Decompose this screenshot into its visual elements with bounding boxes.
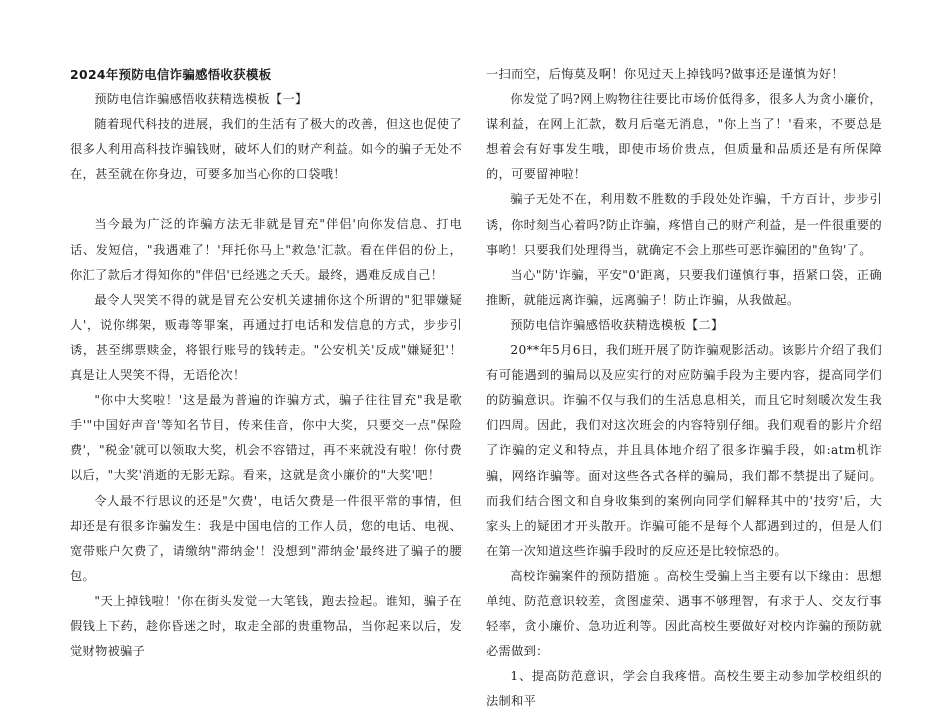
left-column [70,62,462,664]
blank-line [70,187,462,212]
paragraph: 20**年5月6日，我们班开展了防诈骗观影活动。该影片介绍了我们有可能遇到的骗局以及应实行的对应防骗手段为主要内容，提高同学们的防骗意识。诈骗不仅与我们的生活息息相关，而且它时刻暖次发生我们四周。因此，我们对这次班会的内容特别仔细。我们观看的影片介绍了诈骗的定义和特点，并且具体地介绍了很多诈骗手段，如:atm机诈骗，网络诈骗等。面对这些各式各样的骗局，我们都不禁提出了疑问。而我们结合图文和自身收集到的案例向同学们解释其中的'技穷'后，大家头上的疑团才开头散开。诈骗可能不是每个人都遇到过的，但是人们在第一次知道这些诈骗手段时的反应还是比较惊恐的。 [486,343,882,558]
section-heading-1: 预防电信诈骗感悟收获精选模板【一】 [94,92,308,107]
section-heading-2: 预防电信诈骗感悟收获精选模板【二】 [510,317,724,332]
paragraph: 当今最为广泛的诈骗方法无非就是冒充"伴侣'向你发信息、打电话、发短信，"我遇难了！'拜托你马上"救急'汇款。看在伴侣的份上，你汇了款后才得知你的"伴侣'已经逃之夭夭。最终，遇难反成自己！ [70,217,462,282]
paragraph: 高校诈骗案件的预防措施 。高校生受骗上当主要有以下缘由：思想单纯、防范意识较差，贪图虚荣、遇事不够理智，有求于人、交友行事轻率，贪小廉价、急功近利等。因此高校生要做好对校内诈骗的预防就必需做到： [486,568,882,659]
paragraph: 你发觉了吗?网上购物往往要比市场价低得多，很多人为贪小廉价，谋利益，在网上汇款，数月后毫无消息，"你上当了！'看来，不要总是想着会有好事发生哦，即使市场价贵点，但质量和品质还是有所保障的，可要留神啦！ [486,92,882,182]
paragraph: 随着现代科技的进展，我们的生活有了极大的改善，但这也促使了很多人利用高科技诈骗钱财，破坏人们的财产利益。如今的骗子无处不在，甚至就在你身边，可要多加当心你的口袋哦！ [70,117,462,182]
paragraph: 最令人哭笑不得的就是冒充公安机关逮捕你这个所谓的"犯罪嫌疑人'，说你绑架，贩毒等罪案，再通过打电话和发信息的方式，步步引诱，甚至绑票赎金，将银行账号的钱转走。"公安机关'反成"嫌疑犯'！真是让人哭笑不得，无语伦次！ [70,292,462,383]
paragraph: 1、提高防范意识，学会自我疼惜。高校生要主动参加学校组织的法制和平 [486,669,882,709]
paragraph: "你中大奖啦！'这是最为普遍的诈骗方式，骗子往往冒充"我是歌手'"中国好声音'等知名节目，传来佳音，你中大奖，只要交一点"保险费'，"税金'就可以领取大奖，机会不容错过，再不来就没有啦！你付费以后，"大奖'消逝的无影无踪。看来，这就是贪小廉价的"大奖'吧！ [70,393,462,483]
paragraph-continued: 一扫而空，后悔莫及啊！你见过天上掉钱吗?做事还是谨慎为好！ [486,67,844,81]
document-title: 2024年预防电信诈骗感悟收获模板 [70,67,272,82]
paragraph: 当心"防'诈骗，平安"0'距离，只要我们谨慎行事，捂紧口袋，正确推断，就能远离诈骗，远离骗子！防止诈骗，从我做起。 [486,267,882,307]
paragraph: "天上掉钱啦！'你在街头发觉一大笔钱，跑去捡起。谁知，骗子在假钱上下药，趁你昏迷之时，取走全部的贵重物品，当你起来以后，发觉财物被骗子 [70,593,462,659]
paragraph: 令人最不行思议的还是"欠费'，电话欠费是一件很平常的事情，但却还是有很多诈骗发生：我是中国电信的工作人员，您的电话、电视、宽带账户欠费了，请缴纳"滞纳金'！没想到"滞纳金'最终进了骗子的腰包。 [70,493,462,583]
right-column [486,62,882,714]
paragraph: 骗子无处不在，利用数不胜数的手段处处诈骗，千方百计，步步引诱，你时刻当心着吗?防止诈骗，疼惜自己的财产利益，是一件很重要的事哟！只要我们处理得当，就确定不会上那些可恶诈骗团的"鱼钩'了。 [486,192,882,257]
